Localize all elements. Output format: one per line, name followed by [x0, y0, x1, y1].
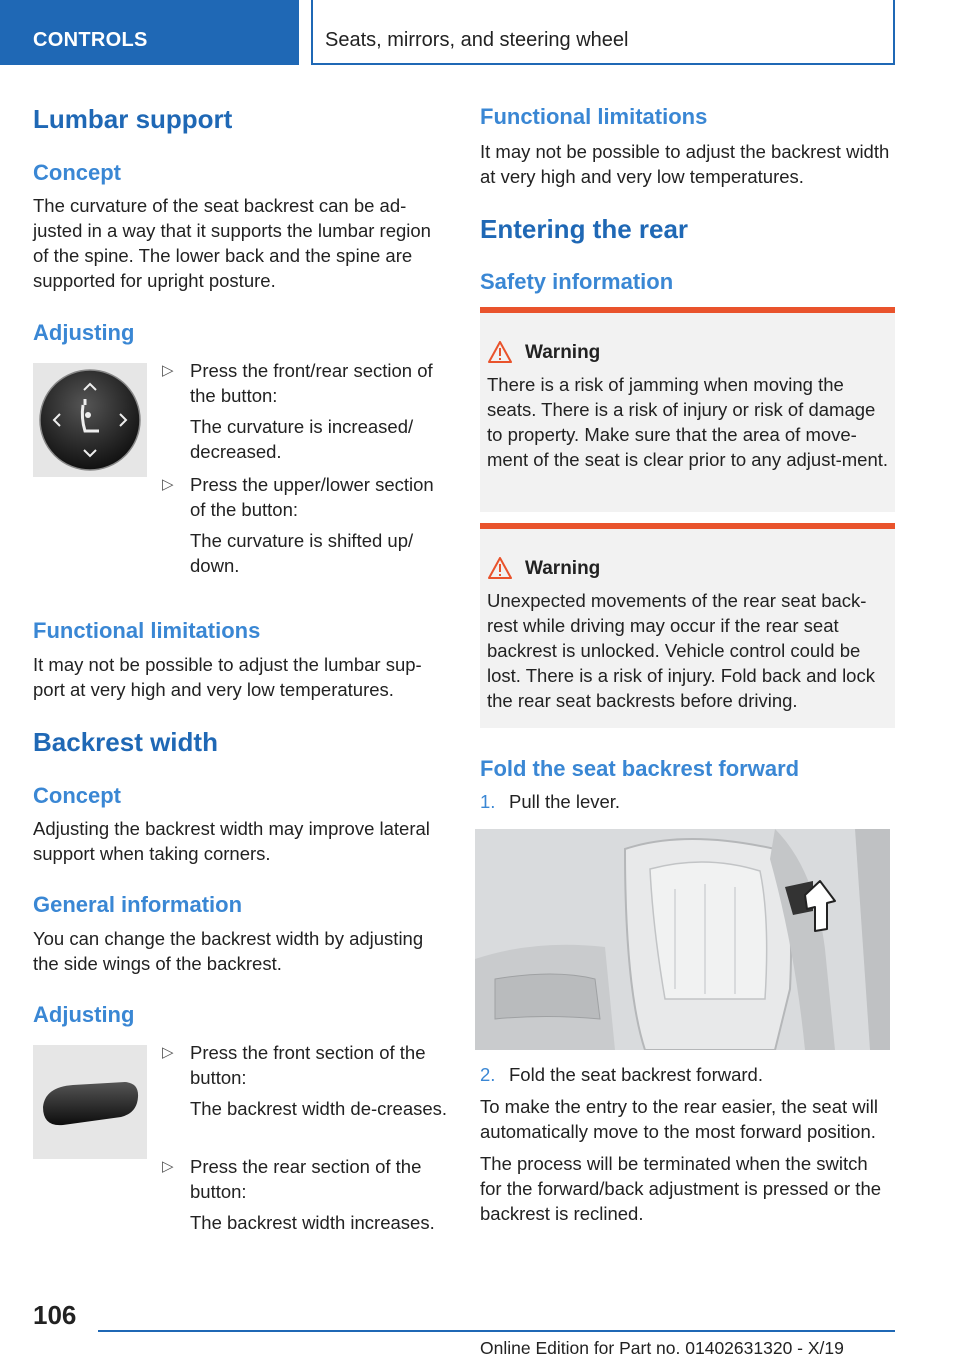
entering-rear-title: Entering the rear [480, 214, 689, 244]
step-2 [480, 1062, 894, 1087]
step-text: Pull the lever. [509, 791, 621, 812]
triangle-bullet-icon: ▷ [162, 1044, 174, 1061]
step-number: 1. [480, 791, 496, 812]
warning-title: Warning [525, 342, 601, 363]
warning-text: Unexpected movements of the rear seat back-rest while driving may occur if the rear seat backrest is unlocked. Vehicle control could be lost. There is a risk of injury. Fold back and lock the rear seat backrests before driving. [487, 590, 875, 711]
lumbar-concept-text: The curvature of the seat backrest can be ad-justed in a way that it supports the lumbar region of the spine. The lower back and the spine are supported for upright posture. [33, 195, 431, 291]
warning-triangle-icon [488, 557, 512, 584]
rear-entry-paragraph: To make the entry to the rear easier, the seat will automatically move to the most forward position. [480, 1096, 878, 1142]
car-seat-image [475, 829, 890, 1050]
bullet-sub-text: The curvature is shifted up/ down. [190, 530, 414, 576]
lumbar-limits-title: Functional limitations [33, 618, 261, 643]
backrest-limits-title: Functional limitations [480, 104, 708, 129]
warning-text: There is a risk of jamming when moving the seats. There is a risk of injury or risk of damage to property. Make sure that the area of move-ment of the seat is clear prior to any adjust-ment. [487, 374, 889, 470]
backrest-concept-text: Adjusting the backrest width may improve lateral support when taking corners. [33, 818, 430, 864]
step-number: 2. [480, 1064, 496, 1085]
lumbar-button-icon [33, 363, 147, 477]
warning-box-1 [480, 307, 895, 512]
lumbar-button-image [33, 363, 147, 477]
lumbar-title: Lumbar support [33, 104, 233, 134]
warning-triangle-icon [488, 341, 512, 368]
backrest-general-title: General information [33, 892, 243, 917]
backrest-bullet-1 [162, 1040, 452, 1150]
lumbar-bullet-1 [162, 358, 452, 468]
page-number: 106 [33, 1300, 77, 1330]
lumbar-concept-title: Concept [33, 160, 121, 185]
triangle-bullet-icon: ▷ [162, 476, 174, 493]
backrest-general-text: You can change the backrest width by adjusting the side wings of the backrest. [33, 928, 424, 974]
bullet-main-text: Press the front/rear section of the button: [190, 360, 433, 406]
process-terminated-paragraph: The process will be terminated when the switch for the forward/back adjustment is pressed or the backrest is reclined. [480, 1153, 882, 1224]
backrest-concept-title: Concept [33, 783, 121, 808]
header-chapter-label: Seats, mirrors, and steering wheel [325, 29, 629, 51]
step-text: Fold the seat backrest forward. [509, 1064, 763, 1085]
seat-lever-illustration [475, 829, 890, 1050]
bullet-sub-text: The backrest width de-creases. [190, 1098, 448, 1119]
bullet-main-text: Press the front section of the button: [190, 1042, 426, 1088]
lumbar-bullet-2 [162, 472, 452, 582]
triangle-bullet-icon: ▷ [162, 1158, 174, 1175]
warning-title: Warning [525, 558, 601, 579]
safety-info-title: Safety information [480, 269, 674, 294]
footer-edition-text: Online Edition for Part no. 01402631320 - X/19 [480, 1338, 844, 1358]
backrest-bullet-2 [162, 1154, 452, 1239]
backrest-adjusting-title: Adjusting [33, 1002, 135, 1027]
backrest-limits-text: It may not be possible to adjust the backrest width at very high and very low temperatures. [480, 141, 890, 187]
lumbar-adjusting-title: Adjusting [33, 320, 135, 345]
bullet-sub-text: The backrest width increases. [190, 1212, 435, 1233]
lumbar-limits-text: It may not be possible to adjust the lumbar sup-port at very high and very low temperatures. [33, 654, 422, 700]
footer-rule [98, 1330, 895, 1332]
backrest-width-button-icon [33, 1045, 147, 1159]
backrest-button-image [33, 1045, 147, 1159]
fold-backrest-title: Fold the seat backrest forward [480, 756, 800, 781]
triangle-bullet-icon: ▷ [162, 362, 174, 379]
bullet-main-text: Press the rear section of the button: [190, 1156, 422, 1202]
bullet-sub-text: The curvature is increased/ decreased. [190, 416, 414, 462]
header-section-label: CONTROLS [33, 29, 148, 51]
bullet-main-text: Press the upper/lower section of the button: [190, 474, 434, 520]
warning-box-2 [480, 523, 895, 728]
backrest-title: Backrest width [33, 727, 218, 757]
step-1 [480, 789, 894, 814]
